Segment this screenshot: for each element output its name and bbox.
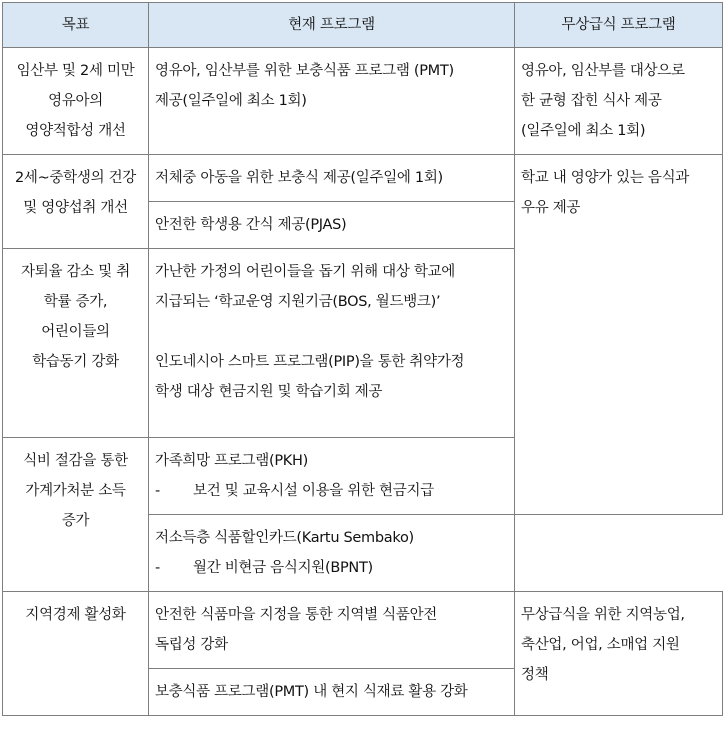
current-program-cell: 안전한 식품마을 지정을 통한 지역별 식품안전 독립성 강화 (149, 592, 515, 669)
dash-bullet: - (155, 483, 160, 499)
current-program-cell: 가난한 가정의 어린이들을 돕기 위해 대상 학교에 지급되는 ‘학교운영 지원기금(BOS, 월드뱅크)’ 인도네시아 스마트 프로그램(PIP)을 통한 취약가정 학생 대상 현금지원 및 학습기회 제공 (149, 249, 515, 438)
current-program-cell: 영유아, 임산부를 위한 보충식품 프로그램 (PMT) 제공(일주일에 최소 1회) (149, 48, 515, 155)
free-meal-cell: 영유아, 임산부를 대상으로 한 균형 잡힌 식사 제공 (일주일에 최소 1회) (515, 48, 723, 155)
table-row (3, 48, 723, 155)
goal-cell: 자퇴율 감소 및 취 학률 증가, 어린이들의 학습동기 강화 (3, 249, 149, 438)
current-program-cell: 저체중 아동을 위한 보충식 제공(일주일에 1회) (149, 155, 515, 202)
table-row (3, 155, 723, 202)
goal-cell: 임산부 및 2세 미만 영유아의 영양적합성 개선 (3, 48, 149, 155)
program-comparison-table (2, 2, 723, 716)
goal-cell: 지역경제 활성화 (3, 592, 149, 716)
current-program-cell: 가족희망 프로그램(PKH) - 보건 및 교육시설 이용을 위한 현금지급 (149, 438, 515, 515)
table-row (3, 592, 723, 669)
header-goal: 목표 (3, 3, 149, 48)
list-item: - 월간 비현금 음식지원(BPNT) (155, 553, 508, 583)
header-row (3, 3, 723, 48)
free-meal-cell: 무상급식을 위한 지역농업, 축산업, 어업, 소매업 지원 정책 (515, 592, 723, 716)
current-program-cell: 저소득층 식품할인카드(Kartu Sembako) - 월간 비현금 음식지원(BPNT) (149, 515, 515, 592)
current-program-cell: 안전한 학생용 간식 제공(PJAS) (149, 202, 515, 249)
free-meal-cell: 학교 내 영양가 있는 음식과 우유 제공 (515, 155, 723, 515)
list-item: - 보건 및 교육시설 이용을 위한 현금지급 (155, 476, 508, 506)
goal-cell: 2세~중학생의 건강 및 영양섭취 개선 (3, 155, 149, 249)
goal-cell: 식비 절감을 통한 가계가처분 소득 증가 (3, 438, 149, 592)
header-free-meal-program: 무상급식 프로그램 (515, 3, 723, 48)
header-current-program: 현재 프로그램 (149, 3, 515, 48)
current-program-cell: 보충식품 프로그램(PMT) 내 현지 식재료 활용 강화 (149, 669, 515, 716)
dash-bullet: - (155, 560, 160, 576)
paragraph-gap (155, 317, 508, 347)
